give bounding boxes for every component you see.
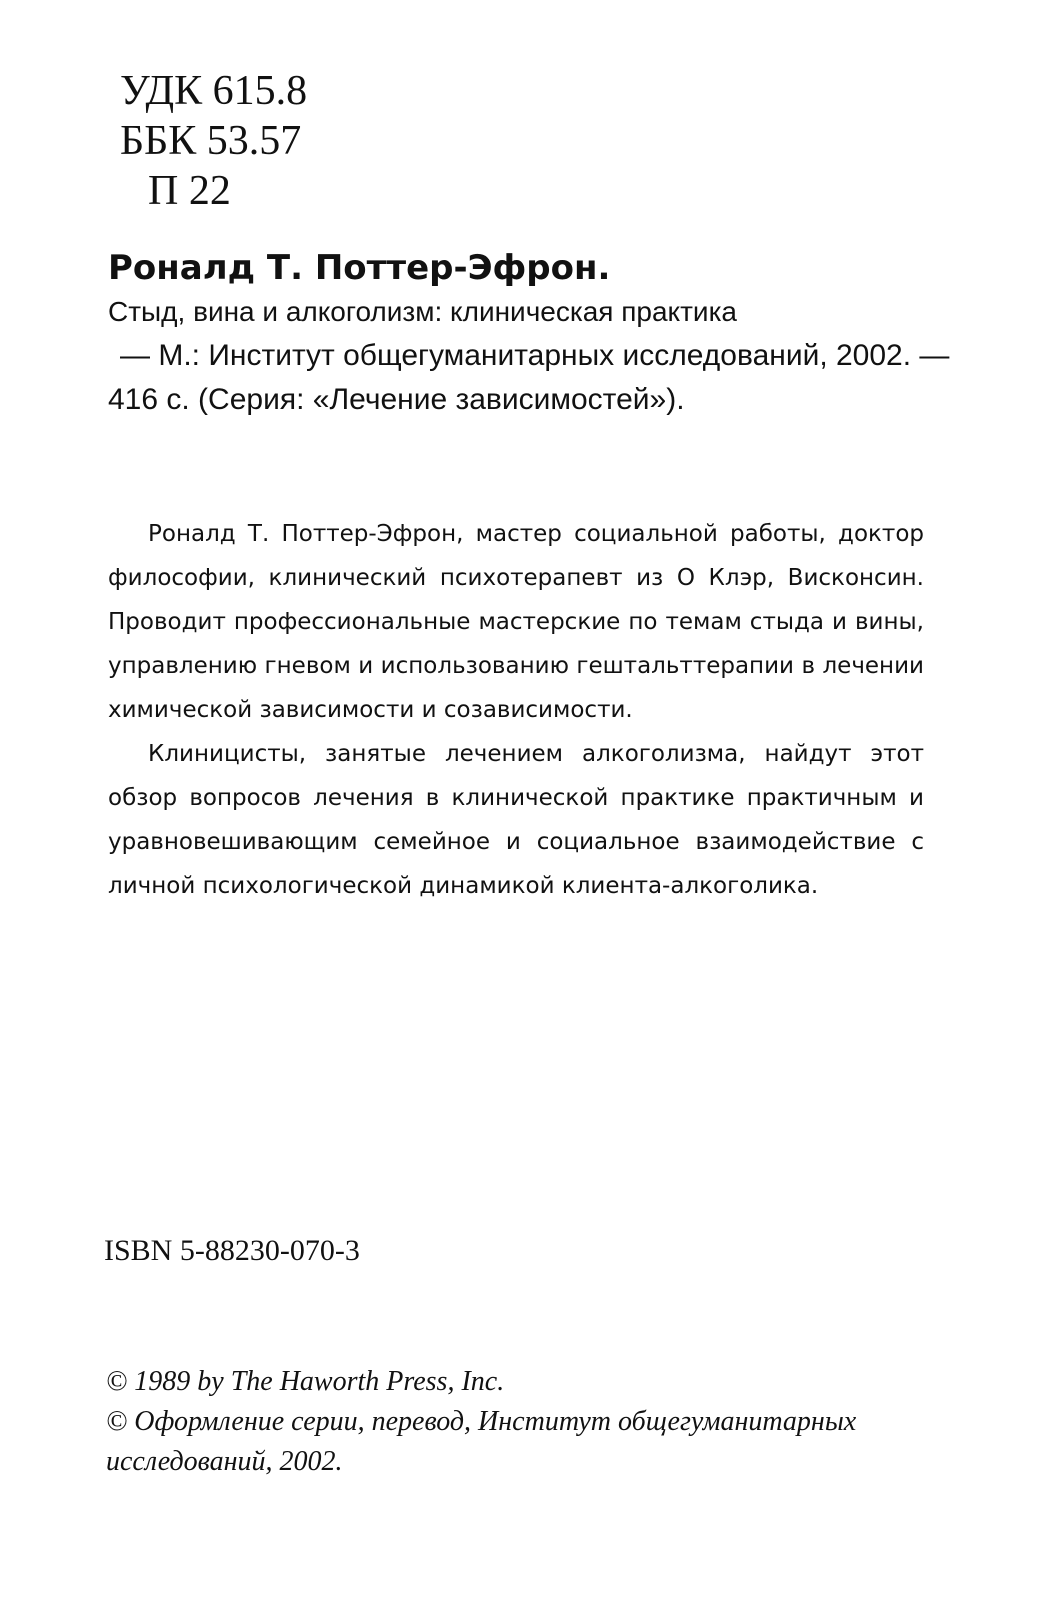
book-title-line: Стыд, вина и алкоголизм: клиническая практика bbox=[108, 296, 738, 327]
annotation-block bbox=[108, 512, 924, 908]
bbk-code: ББК 53.57 bbox=[120, 118, 302, 164]
classification-codes bbox=[120, 66, 307, 216]
copyright-block bbox=[106, 1362, 936, 1482]
copyright-original: © 1989 by The Haworth Press, Inc. bbox=[106, 1366, 505, 1397]
pages-series-line: 416 с. (Серия: «Лечение зависимостей»). bbox=[108, 383, 685, 416]
publisher-line: — М.: Институт общегуманитарных исследований, 2002. — bbox=[120, 339, 950, 372]
bibliographic-record bbox=[108, 246, 988, 422]
isbn-number: ISBN 5-88230-070-3 bbox=[104, 1234, 360, 1267]
copyright-translation-cont: исследований, 2002. bbox=[106, 1446, 343, 1477]
author-heading: Роналд Т. Поттер-Эфрон. bbox=[108, 248, 611, 288]
annotation-paragraph-author: Роналд Т. Поттер-Эфрон, мастер социальной работы, доктор философии, клинический психотерапевт из О Клэр, Висконсин. Проводит профессиональные мастерские по темам стыда и вины, управлению гневом и использованию гештальттерапии в лечении химической зависимости и созависимости. bbox=[108, 521, 924, 723]
annotation-paragraph-summary: Клиницисты, занятые лечением алкоголизма, найдут этот обзор вопросов лечения в клинической практике практичным и уравновешивающим семейное и социальное взаимодействие с личной психологической динамикой клиента-алкоголика. bbox=[108, 741, 924, 899]
author-mark-code: П 22 bbox=[148, 168, 231, 214]
udk-code: УДК 615.8 bbox=[120, 68, 308, 114]
copyright-translation: © Оформление серии, перевод, Институт общегуманитарных bbox=[106, 1406, 857, 1437]
